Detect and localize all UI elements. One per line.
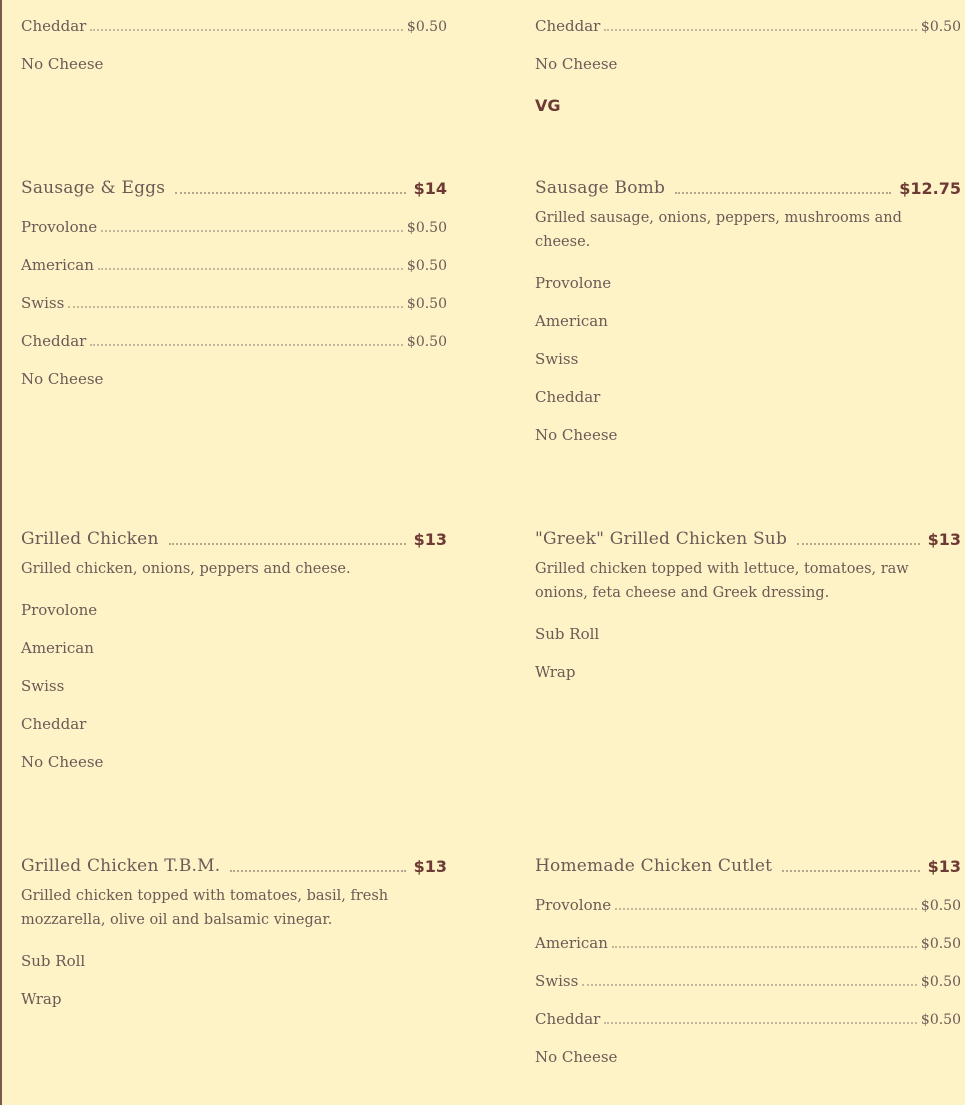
option-row[interactable] [21,946,447,970]
dotted-leader [615,908,917,910]
dotted-leader [98,268,403,270]
item-price: $13 [413,857,447,876]
option-row[interactable] [535,928,961,952]
item-name: Grilled Chicken [21,529,159,549]
option-label: Provolone [535,274,612,292]
option-label: No Cheese [535,1048,618,1066]
item-description: Grilled chicken topped with tomatoes, basil, fresh mozzarella, olive oil and balsamic vinegar. [21,888,389,928]
dotted-leader [797,543,920,545]
option-label: Swiss [21,294,65,312]
option-price: $0.50 [406,220,447,236]
option-row[interactable] [535,49,961,73]
dotted-leader [90,29,403,31]
option-price: $0.50 [406,19,447,35]
option-label: Sub Roll [535,625,600,643]
option-row[interactable] [21,11,447,35]
option-row[interactable] [21,212,447,236]
item-header [21,174,447,198]
option-row[interactable] [535,966,961,990]
option-label: American [21,639,94,657]
option-label: Cheddar [21,332,87,350]
option-row[interactable] [21,49,447,73]
dotted-leader [604,29,917,31]
option-row[interactable] [21,326,447,350]
item-price: $12.75 [899,179,961,198]
option-label: Cheddar [535,388,601,406]
item-header [535,525,961,549]
item-name: Grilled Chicken T.B.M. [21,856,221,876]
option-row[interactable] [535,657,961,681]
menu-item-grilled-chicken[interactable] [21,525,447,771]
option-price: $0.50 [920,19,961,35]
menu-item-partial-right [535,11,961,73]
option-price: $0.50 [406,258,447,274]
option-label: Provolone [21,218,98,236]
option-row[interactable] [21,709,447,733]
option-price: $0.50 [920,936,961,952]
item-price: $14 [413,179,447,198]
vg-badge: VG [535,96,561,115]
option-label: American [535,934,608,952]
item-price: $13 [413,530,447,549]
option-label: No Cheese [535,55,618,73]
menu-item-chicken-cutlet[interactable] [535,852,961,1066]
dotted-leader [175,192,405,194]
option-price: $0.50 [920,1012,961,1028]
option-row[interactable] [21,288,447,312]
item-name: Sausage Bomb [535,178,666,198]
option-row[interactable] [535,11,961,35]
option-label: Cheddar [535,1010,601,1028]
option-label: No Cheese [21,55,104,73]
dotted-leader [675,192,891,194]
option-row[interactable] [535,382,961,406]
option-row[interactable] [21,633,447,657]
option-row[interactable] [535,344,961,368]
option-row[interactable] [21,250,447,274]
item-name: "Greek" Grilled Chicken Sub [535,529,788,549]
option-row[interactable] [535,1004,961,1028]
option-label: American [535,312,608,330]
option-label: No Cheese [535,426,618,444]
option-label: Swiss [535,350,579,368]
option-row[interactable] [535,890,961,914]
option-price: $0.50 [406,334,447,350]
option-price: $0.50 [920,898,961,914]
item-description: Grilled sausage, onions, peppers, mushrooms and cheese. [535,210,902,250]
menu-item-greek-chicken[interactable] [535,525,961,681]
option-row[interactable] [21,364,447,388]
menu-item-sausage-eggs[interactable] [21,174,447,388]
dotted-leader [90,344,403,346]
option-row[interactable] [21,984,447,1008]
option-label: Swiss [535,972,579,990]
item-price: $13 [927,857,961,876]
option-row[interactable] [21,747,447,771]
option-label: Provolone [535,896,612,914]
dotted-leader [582,984,917,986]
dotted-leader [604,1022,917,1024]
option-label: Swiss [21,677,65,695]
option-label: Wrap [21,990,62,1008]
option-label: Cheddar [21,715,87,733]
option-row[interactable] [535,420,961,444]
page-left-border [0,0,2,1105]
dotted-leader [230,870,405,872]
item-header [21,852,447,876]
option-label: Provolone [21,601,98,619]
option-price: $0.50 [920,974,961,990]
option-label: Cheddar [535,17,601,35]
option-label: Sub Roll [21,952,86,970]
menu-item-chicken-tbm[interactable] [21,852,447,1008]
option-label: No Cheese [21,370,104,388]
item-name: Sausage & Eggs [21,178,166,198]
option-label: Wrap [535,663,576,681]
option-row[interactable] [535,268,961,292]
item-price: $13 [927,530,961,549]
dotted-leader [68,306,403,308]
option-row[interactable] [21,671,447,695]
vegetarian-tag [535,96,961,115]
item-description: Grilled chicken topped with lettuce, tomatoes, raw onions, feta cheese and Greek dressing. [535,561,909,601]
option-price: $0.50 [406,296,447,312]
dotted-leader [101,230,403,232]
item-description: Grilled chicken, onions, peppers and cheese. [21,561,351,577]
dotted-leader [169,543,406,545]
option-label: No Cheese [21,753,104,771]
option-row[interactable] [535,619,961,643]
item-header [535,174,961,198]
menu-item-partial-left [21,11,447,73]
option-row[interactable] [535,306,961,330]
option-label: American [21,256,94,274]
item-name: Homemade Chicken Cutlet [535,856,773,876]
option-row[interactable] [535,1042,961,1066]
item-header [535,852,961,876]
item-header [21,525,447,549]
dotted-leader [782,870,919,872]
option-label: Cheddar [21,17,87,35]
menu-item-sausage-bomb[interactable] [535,174,961,444]
dotted-leader [612,946,917,948]
option-row[interactable] [21,595,447,619]
